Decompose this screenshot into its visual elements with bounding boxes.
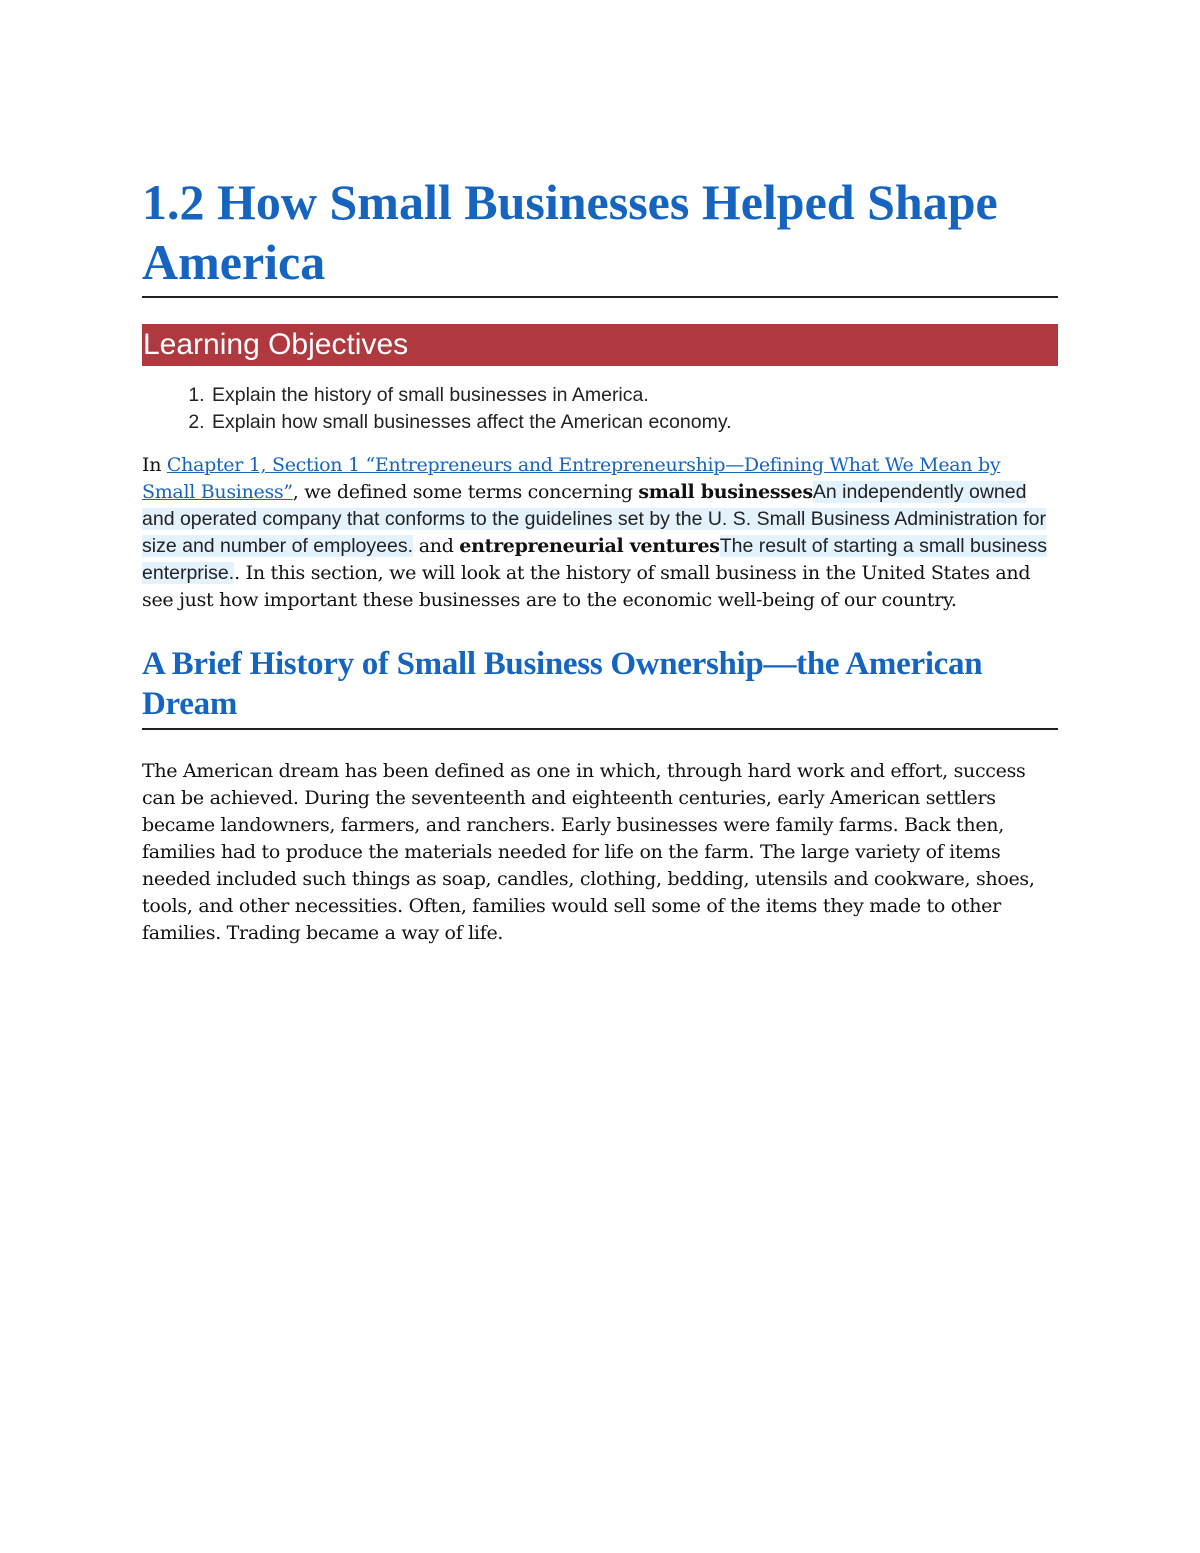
learning-objectives-list (142, 382, 1058, 436)
chapter-link[interactable]: Chapter 1, Section 1 “Entrepreneurs and Entrepreneurship—Defining What We Mean by Small Business” (142, 454, 1001, 503)
section-body-paragraph: The American dream has been defined as one in which, through hard work and effort, success can be achieved. During the seventeenth and eighteenth centuries, early American settlers became landowners, farmers, and ranchers. Early businesses were family farms. Back then, families had to produce the materials needed for life on the farm. The large variety of items needed included such things as soap, candles, clothing, bedding, utensils and cookware, shoes, tools, and other necessities. Often, families would sell some of the items they made to other families. Trading became a way of life. (142, 760, 1035, 944)
intro-paragraph (142, 452, 1058, 614)
intro-connector: and (412, 535, 460, 557)
document-page (142, 172, 1058, 947)
term-entrepreneurial-ventures[interactable]: entrepreneurial ventures (459, 535, 720, 557)
intro-after-link: , we defined some terms concerning (292, 481, 639, 503)
objective-item: 1. Explain the history of small businesses in America. (210, 382, 1058, 409)
objective-item: 2. Explain how small businesses affect the American economy. (210, 409, 1058, 436)
term-small-businesses[interactable]: small businesses (638, 481, 813, 503)
glossary-definition-small-businesses: An independently owned and operated company that conforms to the guidelines set by the U. S. Small Business Administration for size and number of employees. (142, 481, 1046, 557)
intro-lead: In (142, 454, 167, 476)
section-heading: A Brief History of Small Business Ownership—the American Dream (142, 644, 1058, 730)
glossary-definition-entrepreneurial-ventures: The result of starting a small business enterprise. (142, 535, 1047, 584)
page-title: 1.2 How Small Businesses Helped Shape America (142, 172, 1058, 298)
intro-closing: . In this section, we will look at the history of small business in the United States and see just how important these businesses are to the economic well-being of our country. (142, 562, 1031, 611)
learning-objectives-header: Learning Objectives (142, 324, 1058, 366)
